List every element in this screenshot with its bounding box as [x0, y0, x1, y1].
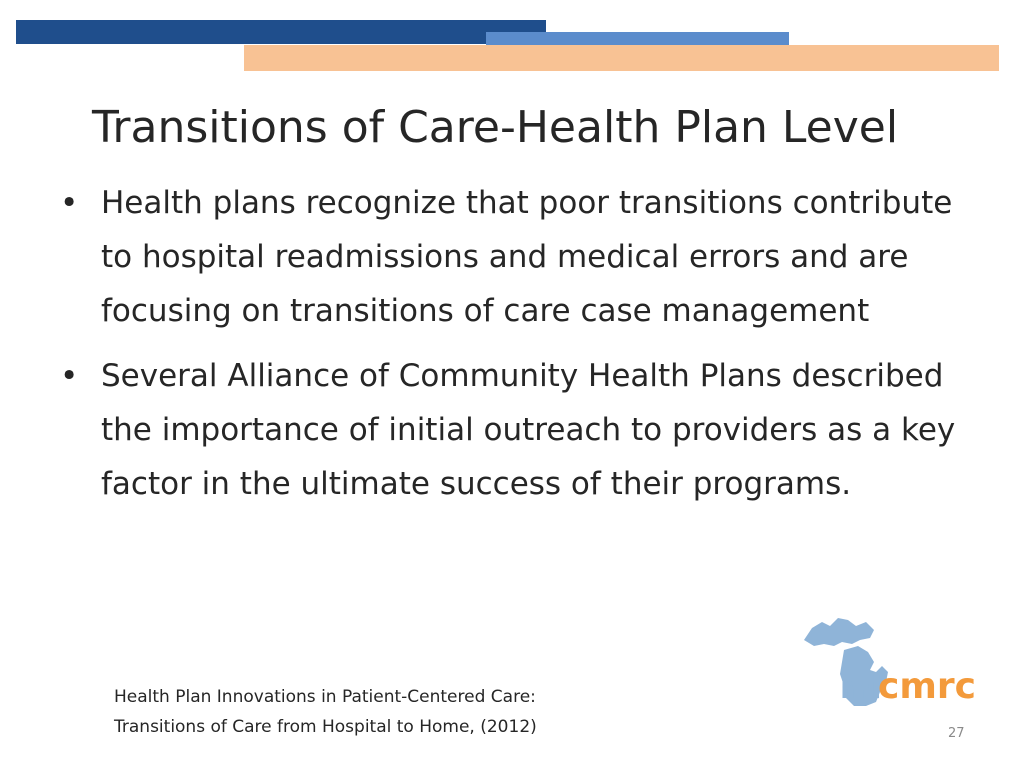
bullet-text: Health plans recognize that poor transitions contribute to hospital readmissions and medical errors and are focusing on transitions of care case management — [101, 185, 953, 329]
citation — [114, 682, 537, 742]
slide-title: Transitions of Care-Health Plan Level — [92, 102, 899, 153]
bullet-text: Several Alliance of Community Health Plans described the importance of initial outreach to providers as a key factor in the ultimate success of their programs. — [101, 358, 956, 502]
header-bar-peach — [244, 45, 999, 71]
citation-line: Transitions of Care from Hospital to Home, (2012) — [114, 717, 537, 737]
logo-cmrc-text: cmrc — [878, 666, 976, 707]
bullet-item — [58, 349, 958, 511]
page-number: 27 — [948, 726, 965, 741]
header-bar-navy — [16, 20, 546, 44]
header-bar-blue — [486, 32, 789, 45]
bullet-dot-icon: • — [60, 185, 79, 221]
micmrc-logo — [800, 610, 980, 720]
bullet-dot-icon: • — [60, 358, 79, 394]
logo-mi-text: mi — [840, 671, 882, 706]
citation-line: Health Plan Innovations in Patient-Centered Care: — [114, 687, 536, 707]
bullet-item — [58, 176, 958, 338]
bullet-list — [58, 176, 958, 522]
